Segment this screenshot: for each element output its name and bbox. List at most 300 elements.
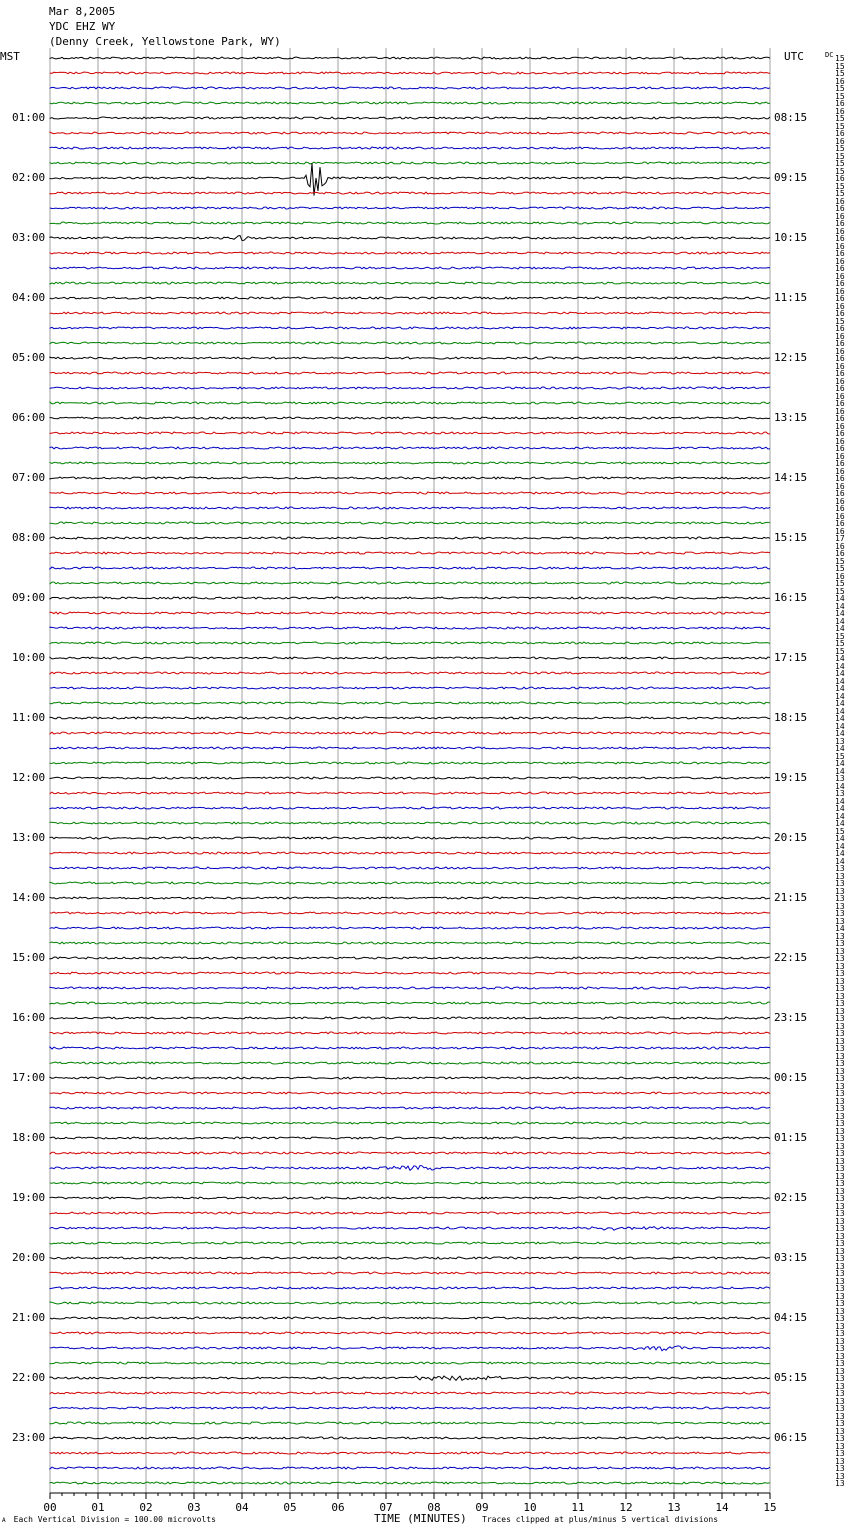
dc-offset-label: 13 (835, 1051, 845, 1061)
dc-offset-label: 15 (835, 84, 845, 93)
trace-row (50, 1437, 770, 1439)
trace-row (50, 163, 770, 195)
dc-offset-label: 14 (835, 616, 845, 626)
dc-offset-label: 15 (835, 631, 845, 641)
dc-offset-label: 15 (835, 751, 845, 761)
dc-offset-label: 16 (835, 444, 845, 453)
dc-offset-label: 14 (835, 856, 845, 866)
dc-offset-label: 16 (835, 331, 845, 341)
right-timezone-label: UTC (784, 50, 804, 63)
x-tick-label: 01 (91, 1501, 105, 1514)
dc-offset-label: 13 (835, 1224, 845, 1233)
dc-offset-label: 16 (835, 76, 845, 86)
dc-offset-label: 13 (835, 1081, 845, 1091)
dc-offset-label: 14 (835, 699, 845, 708)
trace-row (50, 387, 770, 389)
dc-offset-label: 15 (835, 151, 845, 161)
dc-offset-label: 13 (835, 879, 845, 888)
dc-offset-label: 13 (835, 1209, 845, 1218)
dc-offset-label: 14 (835, 811, 845, 821)
right-hour-label: 11:15 (774, 291, 808, 304)
dc-offset-label: 13 (835, 1044, 845, 1053)
dc-offset-label: 13 (835, 901, 845, 911)
dc-offset-label: 13 (835, 946, 845, 956)
dc-offset-label: 14 (835, 594, 845, 603)
left-hour-label: 16:00 (12, 1011, 46, 1024)
trace-row (50, 927, 770, 929)
header-block (49, 4, 281, 49)
dc-offset-label: 13 (835, 1479, 845, 1488)
dc-offset-label: 16 (835, 414, 845, 423)
trace-row (50, 777, 770, 779)
x-tick-label: 00 (43, 1501, 57, 1514)
dc-offset-label: 16 (835, 309, 845, 318)
dc-offset-label: 14 (835, 714, 845, 723)
dc-offset-label: 13 (835, 1164, 845, 1173)
trace-row (50, 657, 770, 659)
trace-row (50, 837, 770, 839)
dc-offset-label: 13 (835, 1029, 845, 1038)
left-hour-label: 14:00 (12, 891, 46, 904)
dc-offset-label: 16 (835, 324, 845, 333)
dc-offset-label: 14 (835, 834, 845, 843)
dc-offset-label: 16 (835, 481, 845, 491)
trace-row (50, 822, 770, 824)
clip-note: Traces clipped at plus/minus 5 vertical divisions (482, 1515, 719, 1524)
dc-offset-label: 14 (835, 706, 845, 716)
trace-row (50, 1077, 770, 1079)
trace-row (50, 852, 770, 854)
right-hour-label: 17:15 (774, 651, 808, 664)
dc-offset-label: 13 (835, 999, 845, 1008)
dc-offset-label: 14 (835, 849, 845, 858)
dc-offset-label: 16 (835, 519, 845, 528)
dc-offset-label: 13 (835, 736, 845, 746)
dc-offset-label: 16 (835, 391, 845, 401)
dc-offset-label: 15 (835, 564, 845, 573)
dc-offset-label: 13 (835, 1239, 845, 1248)
dc-offset-label: 14 (835, 601, 845, 611)
dc-offset-label: 16 (835, 286, 845, 296)
dc-offset-label: 15 (835, 189, 845, 198)
dc-offset-label: 16 (835, 256, 845, 266)
dc-offset-label: 13 (835, 1149, 845, 1158)
trace-row (50, 957, 770, 959)
trace-row (50, 1422, 770, 1424)
trace-row (50, 702, 770, 704)
x-tick-label: 03 (187, 1501, 201, 1514)
header-date: Mar 8,2005 (49, 5, 116, 18)
corner-mark: A (2, 1517, 6, 1524)
dc-offset-label: 13 (835, 1284, 845, 1293)
dc-offset-label: 13 (835, 909, 845, 918)
dc-offset-label: 13 (835, 1351, 845, 1361)
dc-offset-label: 16 (835, 369, 845, 378)
trace-row (50, 207, 770, 209)
trace-row (50, 552, 770, 554)
dc-offset-label: 16 (835, 264, 845, 273)
dc-offset-label: 13 (835, 864, 845, 873)
dc-offset-label: 13 (835, 1096, 845, 1106)
x-tick-label: 08 (427, 1501, 441, 1514)
dc-offset-label: 13 (835, 916, 845, 926)
dc-offset-label: 14 (835, 804, 845, 813)
dc-offset-label: 16 (835, 249, 845, 258)
dc-offset-label: 13 (835, 1179, 845, 1188)
dc-offset-label: 15 (835, 159, 845, 168)
left-hour-label: 04:00 (12, 291, 46, 304)
trace-row (50, 1242, 770, 1244)
right-hour-label: 01:15 (774, 1131, 808, 1144)
dc-offset-label: 13 (835, 1006, 845, 1016)
trace-row (50, 162, 770, 164)
dc-offset-label: 13 (835, 931, 845, 941)
trace-row (50, 267, 770, 269)
left-hour-label: 18:00 (12, 1131, 46, 1144)
left-hour-label: 06:00 (12, 411, 46, 424)
trace-row (50, 297, 770, 299)
right-hour-label: 08:15 (774, 111, 808, 124)
trace-row (50, 1212, 770, 1214)
trace-row (50, 627, 770, 629)
dc-offset-label: 13 (835, 1066, 845, 1076)
dc-offset-label: 13 (835, 1194, 845, 1203)
dc-offset-label: 16 (835, 571, 845, 581)
dc-label: DC (825, 51, 834, 59)
dc-offset-label: 14 (835, 691, 845, 701)
trace-row (50, 597, 770, 599)
left-timezone-label: MST (0, 50, 20, 63)
right-hour-label: 22:15 (774, 951, 808, 964)
trace-row (50, 762, 770, 764)
dc-offset-label: 16 (835, 406, 845, 416)
dc-offset-label: 16 (835, 496, 845, 506)
trace-row (50, 1482, 770, 1484)
right-hour-label: 21:15 (774, 891, 808, 904)
dc-offset-label: 13 (835, 1126, 845, 1136)
trace-row (50, 102, 770, 104)
dc-offset-label: 16 (835, 511, 845, 521)
dc-offset-label: 16 (835, 421, 845, 431)
right-hour-label: 13:15 (774, 411, 808, 424)
dc-offset-label: 14 (835, 819, 845, 828)
trace-row (50, 147, 770, 149)
left-hour-label: 10:00 (12, 651, 46, 664)
trace-row (50, 372, 770, 374)
trace-row (50, 507, 770, 509)
dc-offset-label: 13 (835, 1111, 845, 1121)
x-tick-label: 06 (331, 1501, 345, 1514)
dc-offset-label: 14 (835, 766, 845, 776)
trace-row (50, 72, 770, 74)
dc-offset-label: 16 (835, 226, 845, 236)
dc-offset-label: 15 (835, 144, 845, 153)
left-hour-label: 20:00 (12, 1251, 46, 1264)
dc-offset-label: 14 (835, 661, 845, 671)
trace-row (50, 1047, 770, 1049)
trace-row (50, 432, 770, 434)
dc-offset-label: 13 (835, 1441, 845, 1451)
dc-offset-label: 13 (835, 1021, 845, 1031)
dc-offset-label: 14 (835, 796, 845, 806)
trace-row (50, 477, 770, 479)
dc-offset-label: 13 (835, 871, 845, 881)
trace-row (50, 1272, 770, 1274)
left-hour-label: 03:00 (12, 231, 46, 244)
dc-offset-label: 13 (835, 1059, 845, 1068)
dc-offset-label: 13 (835, 1434, 845, 1443)
trace-row (50, 57, 770, 59)
dc-offset-label: 15 (835, 639, 845, 648)
trace-row (50, 357, 770, 359)
dc-offset-label: 13 (835, 1261, 845, 1271)
x-tick-label: 13 (667, 1501, 681, 1514)
dc-offset-label: 16 (835, 106, 845, 116)
left-hour-label: 12:00 (12, 771, 46, 784)
dc-offset-label: 14 (835, 609, 845, 618)
trace-row (50, 987, 770, 989)
dc-offset-label: 16 (835, 301, 845, 311)
left-hour-label: 22:00 (12, 1371, 46, 1384)
right-hour-label: 16:15 (774, 591, 808, 604)
dc-offset-label: 16 (835, 129, 845, 138)
left-hour-label: 11:00 (12, 711, 46, 724)
dc-offset-label: 13 (835, 1216, 845, 1226)
trace-row (50, 1122, 770, 1124)
dc-offset-label: 14 (835, 841, 845, 851)
dc-offset-label: 13 (835, 1276, 845, 1286)
dc-offset-label: 16 (835, 489, 845, 498)
trace-row (50, 1407, 770, 1409)
dc-offset-label: 13 (835, 1464, 845, 1473)
trace-row (50, 1182, 770, 1184)
dc-offset-label: 13 (835, 789, 845, 798)
trace-row (50, 402, 770, 404)
dc-offset-label: 16 (835, 136, 845, 146)
trace-row (50, 867, 770, 869)
dc-offset-label: 16 (835, 384, 845, 393)
trace-row (50, 1152, 770, 1154)
trace-row (50, 1166, 770, 1171)
dc-offset-label: 15 (835, 556, 845, 566)
trace-row (50, 672, 770, 674)
dc-offset-label: 13 (835, 991, 845, 1001)
x-tick-label: 05 (283, 1501, 297, 1514)
trace-row (50, 1362, 770, 1364)
trace-row (50, 537, 770, 539)
dc-offset-label: 15 (835, 579, 845, 588)
dc-offset-label: 16 (835, 339, 845, 348)
x-tick-label: 10 (523, 1501, 537, 1514)
dc-offset-label: 13 (835, 1014, 845, 1023)
right-hour-label: 04:15 (774, 1311, 808, 1324)
dc-offset-label: 13 (835, 1381, 845, 1391)
trace-row (50, 612, 770, 614)
dc-offset-label: 14 (835, 676, 845, 686)
trace-row (50, 327, 770, 329)
dc-offset-label: 16 (835, 504, 845, 513)
dc-offset-label: 13 (835, 1306, 845, 1316)
right-hour-label: 23:15 (774, 1011, 808, 1024)
dc-offset-label: 13 (835, 1449, 845, 1458)
dc-offset-label: 13 (835, 1291, 845, 1301)
dc-offset-label: 13 (835, 1254, 845, 1263)
dc-offset-label: 15 (835, 181, 845, 191)
right-hour-label: 00:15 (774, 1071, 808, 1084)
trace-row (50, 252, 770, 254)
dc-offset-label: 13 (835, 1089, 845, 1098)
dc-offset-label: 13 (835, 976, 845, 986)
trace-row (50, 1392, 770, 1394)
trace-row (50, 717, 770, 719)
trace-row (50, 492, 770, 494)
dc-offset-label: 16 (835, 196, 845, 206)
trace-row (50, 282, 770, 284)
right-hour-label: 12:15 (774, 351, 808, 364)
right-hour-label: 09:15 (774, 171, 808, 184)
x-tick-label: 15 (763, 1501, 777, 1514)
dc-offset-label: 13 (835, 1269, 845, 1278)
dc-offset-label: 14 (835, 729, 845, 738)
trace-row (50, 882, 770, 884)
dc-offset-label: 16 (835, 451, 845, 461)
trace-row (50, 1376, 770, 1380)
trace-row (50, 582, 770, 584)
dc-offset-label: 16 (835, 376, 845, 386)
trace-row (50, 1107, 770, 1109)
dc-offset-label: 13 (835, 886, 845, 896)
trace-row (50, 1302, 770, 1304)
dc-offset-label: 13 (835, 894, 845, 903)
dc-offset-label: 13 (835, 1141, 845, 1151)
dc-offset-label: 14 (835, 759, 845, 768)
trace-row (50, 1257, 770, 1259)
dc-offset-label: 15 (835, 61, 845, 71)
trace-row (50, 132, 770, 134)
dc-offset-label: 13 (835, 954, 845, 963)
trace-row (50, 236, 770, 241)
dc-offset-label: 16 (835, 541, 845, 551)
right-hour-label: 02:15 (774, 1191, 808, 1204)
trace-row (50, 747, 770, 749)
dc-offset-label: 16 (835, 429, 845, 438)
right-hour-label: 15:15 (774, 531, 808, 544)
right-hour-label: 18:15 (774, 711, 808, 724)
dc-offset-label: 13 (835, 961, 845, 971)
trace-row (50, 342, 770, 344)
dc-offset-label: 13 (835, 1411, 845, 1421)
right-hour-label: 14:15 (774, 471, 808, 484)
dc-offset-label: 13 (835, 1374, 845, 1383)
dc-offset-label: 13 (835, 774, 845, 783)
trace-row (50, 1452, 770, 1454)
trace-row (50, 897, 770, 899)
trace-row (50, 1032, 770, 1034)
dc-offset-label: 13 (835, 1231, 845, 1241)
trace-row (50, 447, 770, 449)
x-tick-label: 14 (715, 1501, 729, 1514)
x-tick-label: 11 (571, 1501, 585, 1514)
dc-offset-label: 15 (835, 166, 845, 176)
dc-offset-label: 13 (835, 1186, 845, 1196)
dc-offset-label: 13 (835, 984, 845, 993)
trace-row (50, 942, 770, 944)
trace-row (50, 1227, 770, 1231)
left-hour-label: 15:00 (12, 951, 46, 964)
left-hour-label: 17:00 (12, 1071, 46, 1084)
trace-row (50, 567, 770, 569)
trace-row (50, 1017, 770, 1019)
dc-offset-label: 14 (835, 781, 845, 791)
dc-offset-label: 15 (835, 114, 845, 123)
trace-row (50, 1287, 770, 1289)
dc-offset-label: 15 (835, 316, 845, 326)
dc-offset-label: 16 (835, 204, 845, 213)
dc-offset-label: 13 (835, 1036, 845, 1046)
dc-offset-label: 13 (835, 969, 845, 978)
left-hour-label: 21:00 (12, 1311, 46, 1324)
dc-offset-label: 13 (835, 1246, 845, 1256)
scale-note (2, 1515, 216, 1524)
dc-offset-label: 13 (835, 1471, 845, 1481)
trace-row (50, 732, 770, 734)
right-hour-label: 20:15 (774, 831, 808, 844)
dc-offset-label: 13 (835, 1404, 845, 1413)
trace-row (50, 807, 770, 809)
dc-offset-label: 13 (835, 1156, 845, 1166)
dc-offset-label: 16 (835, 459, 845, 468)
dc-offset-label: 16 (835, 526, 845, 536)
dc-offset-label: 14 (835, 924, 845, 933)
trace-row (50, 1137, 770, 1139)
dc-offset-label: 16 (835, 294, 845, 303)
dc-offset-label: 14 (835, 721, 845, 731)
trace-row (50, 1467, 770, 1469)
trace-row (50, 312, 770, 314)
dc-offset-label: 14 (835, 669, 845, 678)
right-hour-label: 06:15 (774, 1431, 808, 1444)
right-hour-label: 19:15 (774, 771, 808, 784)
header-station: YDC EHZ WY (49, 20, 116, 33)
trace-row (50, 1332, 770, 1334)
dc-offset-label: 15 (835, 121, 845, 131)
right-hour-label: 10:15 (774, 231, 808, 244)
dc-offset-label: 13 (835, 1419, 845, 1428)
left-hour-label: 07:00 (12, 471, 46, 484)
dc-offset-label: 13 (835, 1389, 845, 1398)
left-hour-label: 01:00 (12, 111, 46, 124)
left-hour-label: 08:00 (12, 531, 46, 544)
left-hour-label: 19:00 (12, 1191, 46, 1204)
x-tick-label: 02 (139, 1501, 153, 1514)
dc-offset-label: 14 (835, 624, 845, 633)
dc-offset-label: 16 (835, 99, 845, 108)
trace-row (50, 912, 770, 914)
dc-offset-label: 13 (835, 939, 845, 948)
left-hour-label: 05:00 (12, 351, 46, 364)
scale-note-text: Each Vertical Division = 100.00 microvolts (13, 1515, 216, 1524)
dc-offset-label: 16 (835, 466, 845, 476)
trace-row (50, 192, 770, 194)
dc-offset-label: 14 (835, 684, 845, 693)
dc-offset-label: 16 (835, 211, 845, 221)
trace-row (50, 642, 770, 644)
dc-offset-label: 15 (835, 54, 845, 63)
dc-offset-label: 16 (835, 399, 845, 408)
dc-offset-label: 13 (835, 1366, 845, 1376)
dc-offset-label: 16 (835, 241, 845, 251)
dc-offset-label: 15 (835, 646, 845, 656)
